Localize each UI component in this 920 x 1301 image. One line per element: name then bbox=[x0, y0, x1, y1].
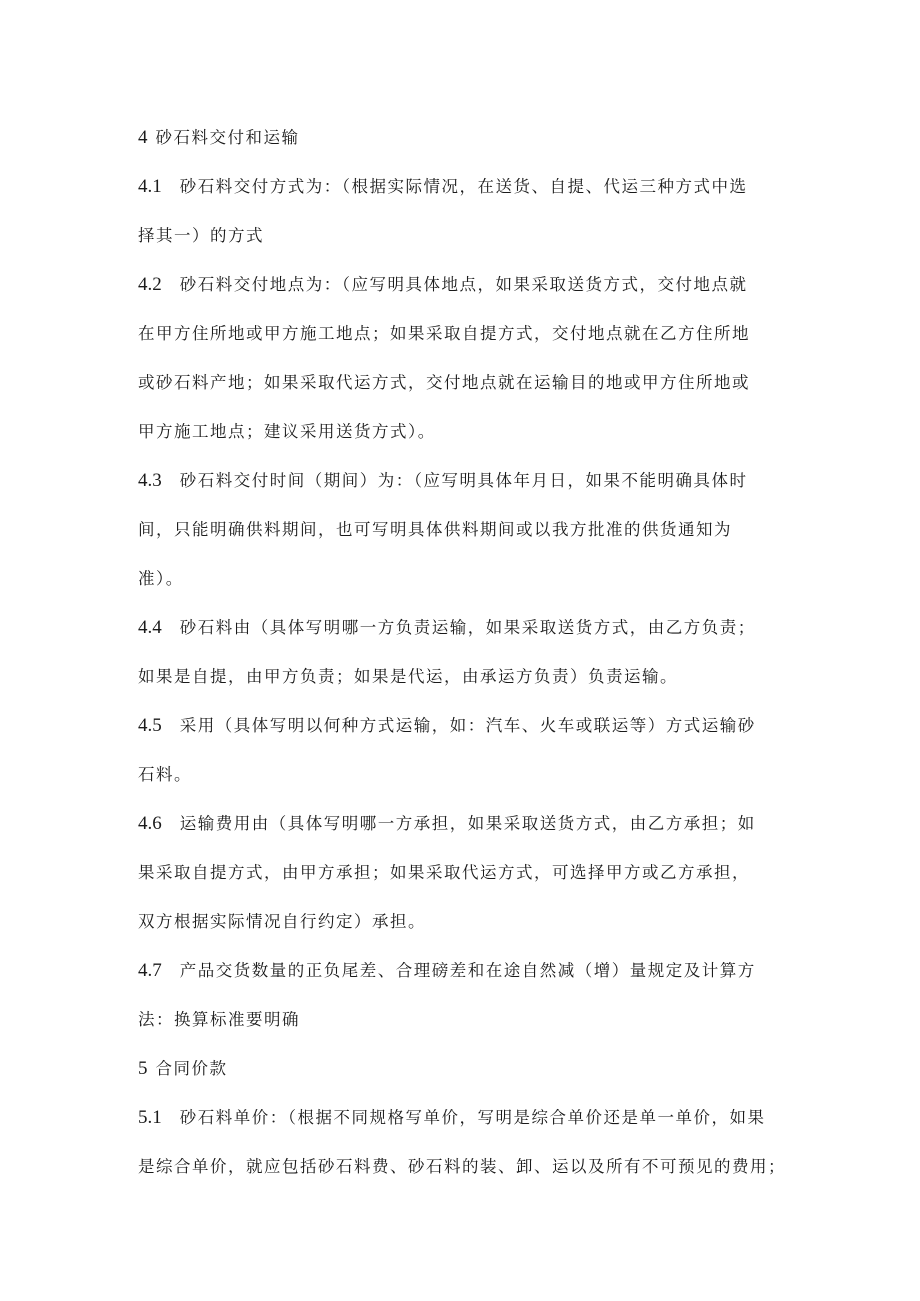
clause-4-3-line-3 bbox=[138, 568, 184, 590]
clause-number: 4.2 bbox=[138, 274, 162, 295]
clause-4-3-line-2 bbox=[138, 519, 732, 541]
clause-4-6-line-1 bbox=[138, 813, 756, 835]
clause-text: 在甲方住所地或甲方施工地点；如果采取自提方式，交付地点就在乙方住所地 bbox=[138, 324, 750, 343]
clause-5-1-line-2 bbox=[138, 1156, 786, 1178]
clause-text: 双方根据实际情况自行约定）承担。 bbox=[138, 912, 426, 931]
clause-number: 4.6 bbox=[138, 813, 162, 834]
clause-text: 砂石料交付时间（期间）为：（应写明具体年月日，如果不能明确具体时 bbox=[179, 471, 748, 490]
clause-text: 准）。 bbox=[138, 569, 184, 588]
section-title: 砂石料交付和运输 bbox=[155, 128, 300, 147]
clause-4-2-line-3 bbox=[138, 372, 750, 394]
clause-text: 砂石料由（具体写明哪一方负责运输，如果采取送货方式，由乙方负责； bbox=[179, 618, 756, 637]
section-4-heading bbox=[138, 127, 300, 149]
clause-text: 石料。 bbox=[138, 765, 192, 784]
clause-text: 法：换算标准要明确 bbox=[138, 1010, 300, 1029]
clause-4-3-line-1 bbox=[138, 470, 748, 492]
clause-text: 产品交货数量的正负尾差、合理磅差和在途自然减（增）量规定及计算方 bbox=[179, 961, 756, 980]
clause-text: 甲方施工地点；建议采用送货方式）。 bbox=[138, 422, 436, 441]
clause-number: 4.3 bbox=[138, 470, 162, 491]
clause-text: 运输费用由（具体写明哪一方承担，如果采取送货方式，由乙方承担；如 bbox=[179, 814, 756, 833]
clause-text: 砂石料交付地点为：（应写明具体地点，如果采取送货方式，交付地点就 bbox=[179, 275, 748, 294]
clause-text: 采用（具体写明以何种方式运输，如：汽车、火车或联运等）方式运输砂 bbox=[179, 716, 756, 735]
section-title: 合同价款 bbox=[155, 1059, 228, 1078]
clause-4-2-line-2 bbox=[138, 323, 750, 345]
clause-4-7-line-2 bbox=[138, 1009, 300, 1031]
clause-text: 间，只能明确供料期间，也可写明具体供料期间或以我方批准的供货通知为 bbox=[138, 520, 732, 539]
clause-4-1-line-2 bbox=[138, 225, 264, 247]
clause-number: 4.7 bbox=[138, 960, 162, 981]
clause-5-1-line-1 bbox=[138, 1107, 766, 1129]
clause-text: 砂石料单价：（根据不同规格写单价，写明是综合单价还是单一单价，如果 bbox=[179, 1108, 766, 1127]
clause-4-4-line-1 bbox=[138, 617, 756, 639]
clause-4-5-line-2 bbox=[138, 764, 192, 786]
clause-text: 如果是自提，由甲方负责；如果是代运，由承运方负责）负责运输。 bbox=[138, 667, 678, 686]
clause-4-1-line-1 bbox=[138, 176, 748, 198]
clause-number: 4.1 bbox=[138, 176, 162, 197]
clause-4-4-line-2 bbox=[138, 666, 678, 688]
clause-number: 5.1 bbox=[138, 1107, 162, 1128]
clause-text: 果采取自提方式，由甲方承担；如果采取代运方式，可选择甲方或乙方承担， bbox=[138, 863, 750, 882]
section-number: 4 bbox=[138, 127, 148, 148]
clause-4-7-line-1 bbox=[138, 960, 756, 982]
clause-text: 是综合单价，就应包括砂石料费、砂石料的装、卸、运以及所有不可预见的费用； bbox=[138, 1157, 786, 1176]
clause-4-2-line-1 bbox=[138, 274, 748, 296]
section-5-heading bbox=[138, 1058, 228, 1080]
clause-number: 4.4 bbox=[138, 617, 162, 638]
clause-4-6-line-3 bbox=[138, 911, 426, 933]
clause-text: 择其一）的方式 bbox=[138, 226, 264, 245]
clause-text: 或砂石料产地；如果采取代运方式，交付地点就在运输目的地或甲方住所地或 bbox=[138, 373, 750, 392]
clause-4-2-line-4 bbox=[138, 421, 436, 443]
clause-number: 4.5 bbox=[138, 715, 162, 736]
section-number: 5 bbox=[138, 1058, 148, 1079]
clause-4-6-line-2 bbox=[138, 862, 750, 884]
clause-4-5-line-1 bbox=[138, 715, 756, 737]
clause-text: 砂石料交付方式为：（根据实际情况，在送货、自提、代运三种方式中选 bbox=[179, 177, 748, 196]
